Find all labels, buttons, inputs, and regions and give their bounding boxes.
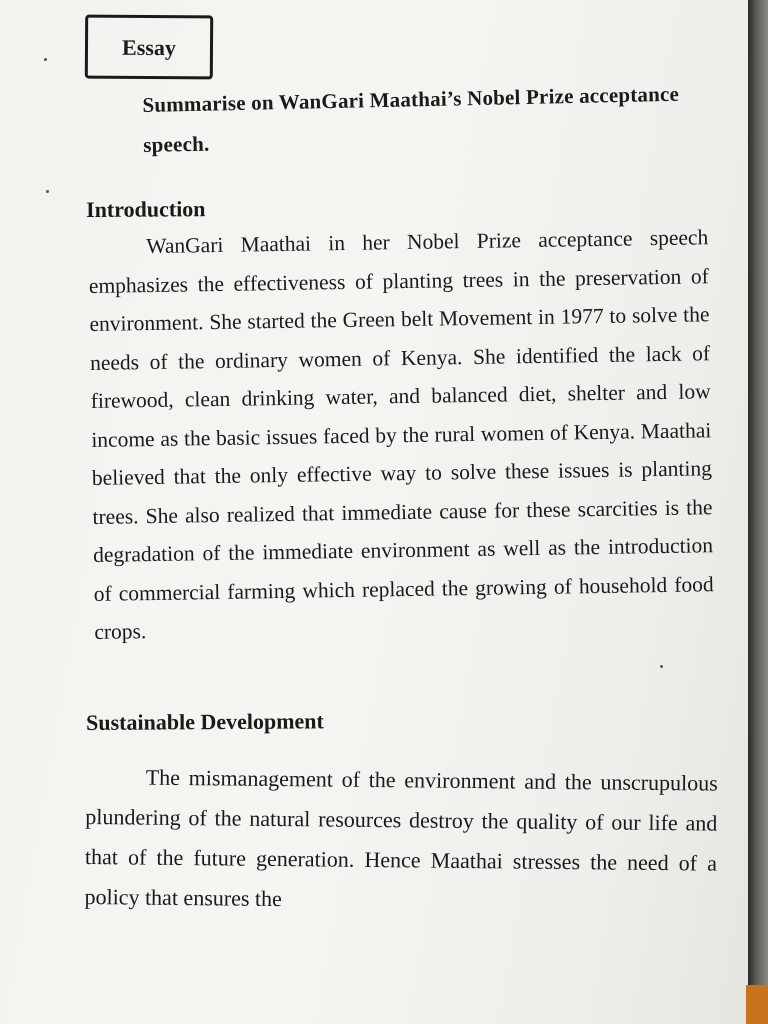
section-heading-sustainable-development: Sustainable Development [86, 708, 324, 735]
book-edge-accent [746, 985, 768, 1024]
essay-label: Essay [122, 34, 176, 61]
paper-speck [46, 190, 49, 193]
section-heading-introduction: Introduction [86, 196, 206, 222]
paper-speck [660, 665, 663, 668]
sustainable-development-paragraph: The mismanagement of the environment and the unscrupulous plundering of the natural resources destroy the quality of our life and that of the future generation. Hence Maathai stresses the need of a policy that ensures the [84, 764, 718, 912]
paper-speck [44, 58, 47, 61]
essay-question: Summarise on WanGari Maathai’s Nobel Prize acceptance speech. [142, 81, 680, 157]
introduction-paragraph: WanGari Maathai in her Nobel Prize acceptance speech emphasizes the effectiveness of planting trees in the preservation of environment. She started the Green belt Movement in 1977 to solve the needs of the ordinary women of Kenya. She identified the lack of firewood, clean drinking water, and balanced diet, shelter and low income as the basic issues faced by the rural women of Kenya. Maathai believed that the only effective way to solve these issues is planting trees. She also realized that immediate cause for these scarcities is the degradation of the immediate environment as well as the introduction of commercial farming which replaced the growing of household food crops. [88, 225, 714, 644]
book-spine-edge [748, 0, 768, 1024]
essay-label-box [85, 15, 213, 80]
